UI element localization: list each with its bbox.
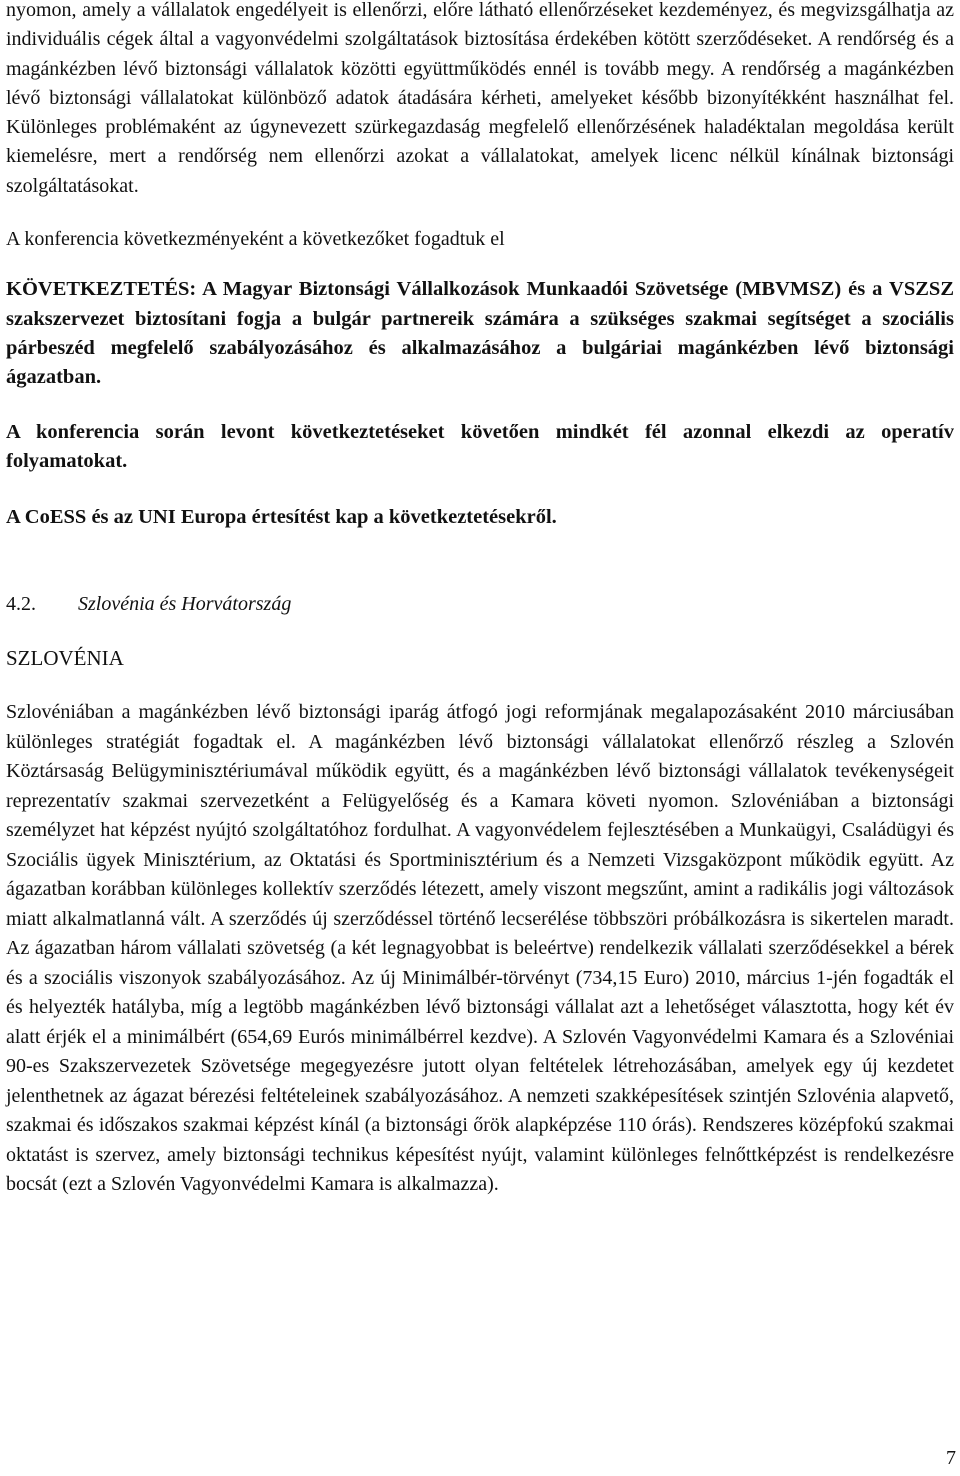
- slovenia-paragraph: Szlovéniában a magánkézben lévő biztonsági iparág átfogó jogi reformjának megalapozásaként 2010 márciusában különleges stratégiát fogadtak el. A magánkézben lévő biztonsági vállalatokat ellenőrző részleg a Szlovén Köztársaság Belügyminisztériumával működik együtt, és a magánkézben lévő biztonsági vállalatok tevékenységeit reprezentatív szakmai szervezetként a Felügyelőség és a Kamara követi nyomon. Szlovéniában a biztonsági személyzet hat képzést nyújtó szolgáltatóhoz fordulhat. A vagyonvédelem fejlesztésében a Munkaügyi, Családügyi és Szociális ügyek Minisztérium, az Oktatási és Sportminisztérium és a Nemzeti Vizsgaközpont működik együtt. Az ágazatban korábban különleges kollektív szerződés létezett, amely viszont megszűnt, amint a radikális jogi változások miatt alkalmatlanná vált. A szerződés új szerződéssel történő lecserélése többszöri próbálkozásra is sikertelen maradt. Az ágazatban három vállalati szövetség (a két legnagyobbat is beleértve) rendelkezik vállalati szerződésekkel a bérek és a szociális viszonyok szabályozásához. Az új Minimálbér-törvényt (734,15 Euro) 2010, március 1-jén fogadták el és helyezték hatályba, míg a legtöbb magánkézben lévő biztonsági vállalat azt a lehetőséget választotta, hogy két év alatt érjék el a minimálbért (654,69 Eurós minimálbérrel kezdve). A Szlovén Vagyonvédelmi Kamara és a Szlovéniai 90-es Szakszervezetek Szövetsége megegyezésre jutott olyan feltételek létrehozásában, amelyek egy új kezdetet jelenthetnek az ágazat bérezési feltételeinek szabályozásához. A nemzeti szakképesítések szintjén Szlovénia alapvető, szakmai és időszakos szakmai képzést kínál (a biztonsági őrök alapképzése 110 órás). Rendszeres középfokú szakmai oktatást is szervez, amely biztonsági technikus képesítést nyújt, valamint különleges felnőttképzést is rendelkezésre bocsát (ezt a Szlovén Vagyonvédelmi Kamara is alkalmazza).: [6, 701, 954, 1196]
- section-number: 4.2.: [6, 593, 36, 616]
- body-paragraph-police-cooperation: nyomon, amely a vállalatok engedélyeit is ellenőrzi, előre látható ellenőrzéseket kezdeményez, és megvizsgálhatja az individuális cégek által a vagyonvédelmi szolgáltatások biztosítása érdekében kötött szerződéseket. A rendőrség és a magánkézben lévő biztonsági vállalatok közötti együttműködés ennél is tovább megy. A rendőrség a magánkézben lévő biztonsági vállalatokat különböző adatok átadására kérheti, amelyeket később bizonyítékként használhat fel. Különleges problémaként az úgynevezett szürkegazdaság megfelelő ellenőrzésének haladéktalan megoldása került kiemelésre, mert a rendőrség nem ellenőrzi azokat a vállalatokat, amelyek licenc nélkül kínálnak biztonsági szolgáltatásokat.: [6, 0, 954, 197]
- document-page: [6, 0, 954, 1200]
- section-title: Szlovénia és Horvátország: [78, 593, 292, 616]
- conference-intro-line: A konferencia következményeként a következőket fogadtuk el: [6, 228, 505, 251]
- conclusion-paragraph: KÖVETKEZTETÉS: A Magyar Biztonsági Vállalkozások Munkaadói Szövetsége (MBVMSZ) és a VSZSZ szakszervezet biztosítani fogja a bulgár partnereik számára a szükséges szakmai segítséget a szociális párbeszéd megfelelő szabályozásához és alkalmazásához a bulgáriai magánkézben lévő biztonsági ágazatban.: [6, 278, 954, 389]
- section-heading: [6, 590, 954, 619]
- notification-paragraph: A CoESS és az UNI Europa értesítést kap a következtetésekről.: [6, 506, 557, 529]
- operative-processes-paragraph: A konferencia során levont következtetéseket követően mindkét fél azonnal elkezdi az operatív folyamatokat.: [6, 420, 954, 472]
- country-heading: SZLOVÉNIA: [6, 646, 124, 671]
- page-number: 7: [946, 1447, 956, 1469]
